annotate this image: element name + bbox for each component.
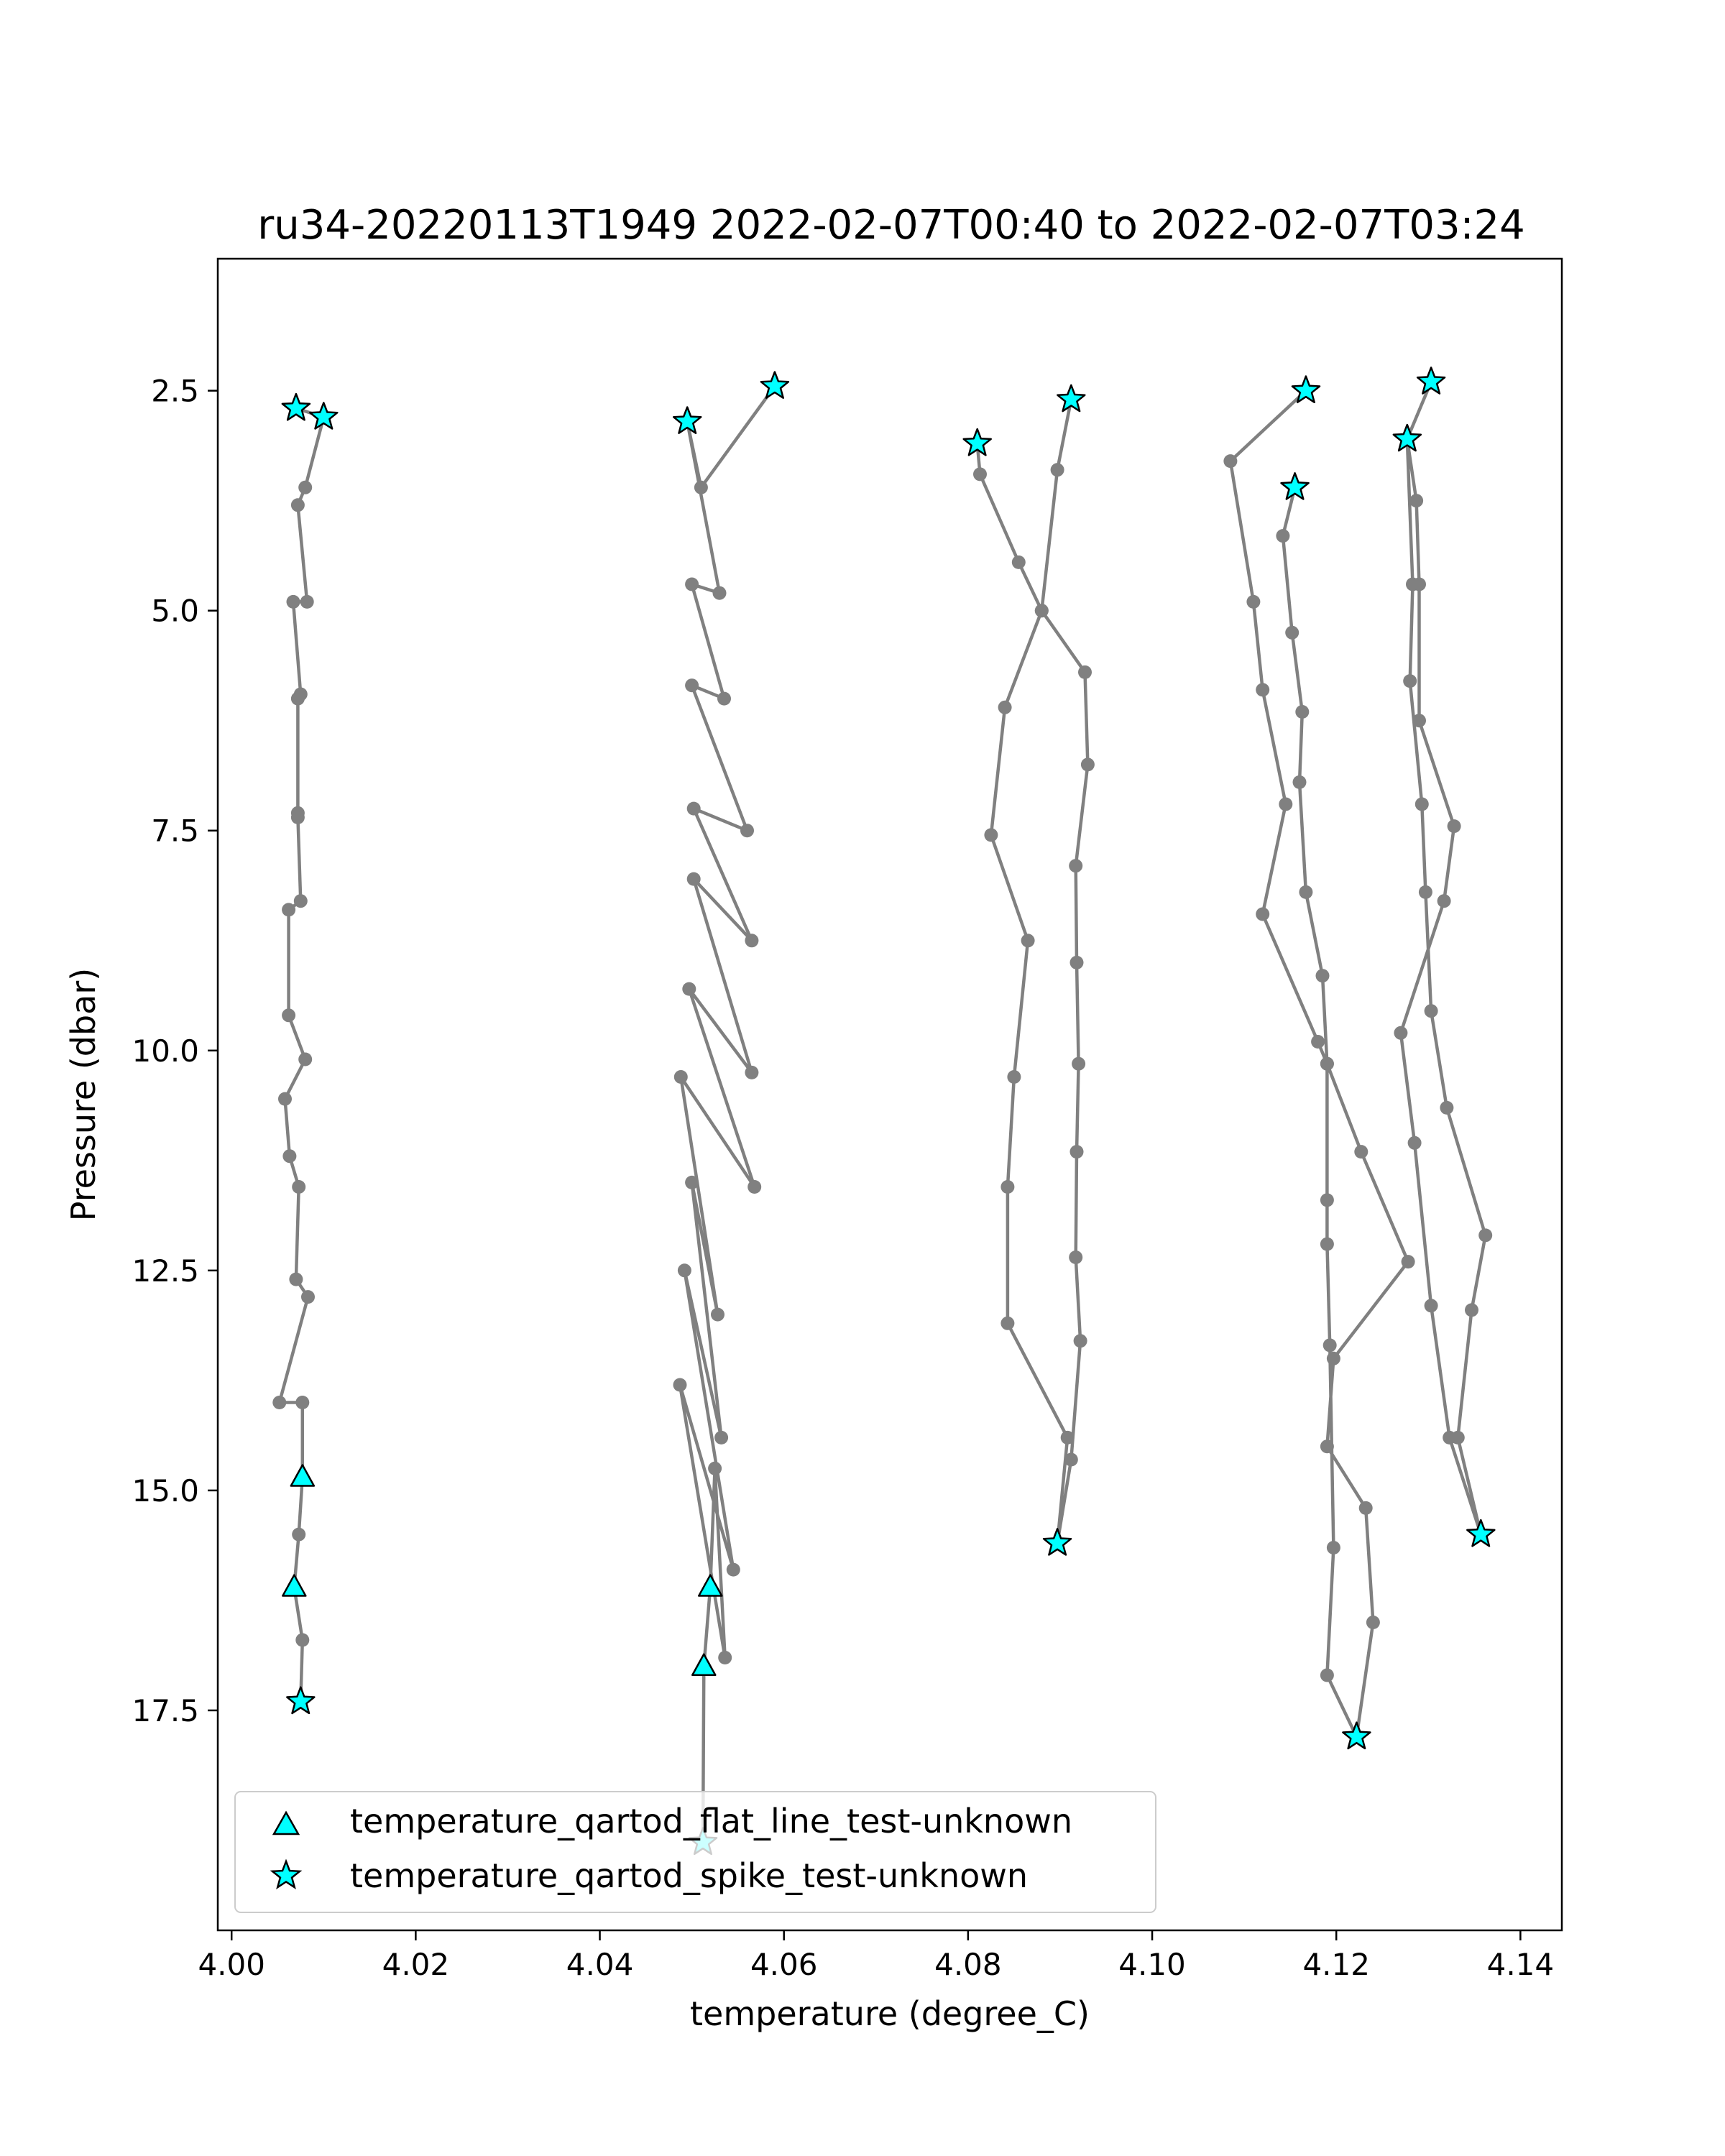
data-point (1320, 1238, 1334, 1251)
data-point (1440, 1101, 1453, 1115)
data-point (1256, 683, 1269, 696)
data-point (1072, 1057, 1085, 1071)
y-tick-label: 5.0 (151, 593, 199, 629)
data-point (678, 1263, 691, 1277)
x-tick-label: 4.02 (382, 1947, 450, 1982)
x-tick-label: 4.06 (750, 1947, 818, 1982)
data-point (711, 1308, 724, 1322)
data-point (1323, 1338, 1337, 1352)
data-point (1081, 757, 1095, 771)
data-point (1394, 1026, 1407, 1040)
data-point (718, 1651, 732, 1664)
data-point (289, 1273, 303, 1286)
data-point (1276, 529, 1289, 543)
data-point (1320, 1669, 1334, 1682)
data-point (1403, 674, 1417, 688)
data-point (685, 578, 699, 591)
data-point (998, 701, 1012, 714)
data-point (708, 1462, 722, 1475)
data-point (1000, 1180, 1014, 1194)
data-point (1311, 1035, 1325, 1049)
data-point (1285, 626, 1299, 640)
data-point (1320, 1193, 1334, 1207)
data-point (282, 1008, 295, 1022)
data-point (295, 1396, 309, 1409)
data-point (1320, 1057, 1334, 1071)
data-point (1007, 1070, 1021, 1084)
data-point (714, 1431, 728, 1445)
data-point (1354, 1145, 1368, 1158)
data-point (1415, 798, 1429, 811)
data-point (1327, 1541, 1340, 1554)
data-point (1412, 714, 1426, 727)
data-point (1425, 1004, 1438, 1018)
y-axis-label: Pressure (dbar) (64, 967, 103, 1222)
data-point (1402, 1255, 1415, 1268)
data-point (1316, 969, 1330, 982)
legend (235, 1792, 1156, 1912)
data-point (298, 481, 312, 494)
data-point (1256, 908, 1269, 921)
x-tick-label: 4.14 (1486, 1947, 1555, 1982)
data-point (301, 1290, 315, 1304)
data-point (291, 498, 305, 512)
data-point (298, 1053, 312, 1067)
data-point (745, 1066, 758, 1079)
data-point (1279, 798, 1292, 811)
x-axis-label: temperature (degree_C) (690, 1994, 1090, 2033)
data-point (1299, 885, 1312, 899)
data-point (727, 1563, 740, 1577)
data-point (1425, 1299, 1438, 1312)
data-point (1419, 885, 1432, 899)
data-point (740, 824, 754, 837)
data-point (1074, 1334, 1087, 1348)
data-point (687, 802, 701, 816)
data-point (1000, 1317, 1014, 1330)
data-point (1064, 1453, 1078, 1467)
data-point (300, 595, 314, 609)
data-point (1409, 494, 1423, 507)
data-point (1412, 578, 1426, 591)
data-point (294, 894, 308, 908)
y-tick-label: 15.0 (132, 1473, 199, 1508)
y-tick-label: 10.0 (132, 1033, 199, 1069)
x-tick-label: 4.10 (1118, 1947, 1186, 1982)
data-point (272, 1396, 286, 1409)
data-point (713, 586, 727, 600)
data-point (1246, 595, 1260, 609)
data-point (1295, 705, 1309, 719)
data-point (1070, 1145, 1084, 1158)
chart-title: ru34-20220113T1949 2022-02-07T00:40 to 2022-02-07T03:24 (257, 202, 1525, 249)
data-point (1478, 1228, 1492, 1242)
data-point (1438, 894, 1451, 908)
y-tick-label: 7.5 (151, 813, 199, 849)
data-point (1448, 819, 1461, 833)
data-point (1051, 463, 1064, 476)
data-point (1069, 1250, 1082, 1264)
data-point (1070, 956, 1084, 969)
data-point (748, 1180, 761, 1194)
data-point (717, 692, 731, 706)
y-tick-label: 2.5 (151, 373, 199, 409)
data-point (1320, 1439, 1334, 1453)
data-point (1359, 1501, 1373, 1515)
data-point (1408, 1136, 1422, 1150)
data-point (292, 1180, 305, 1194)
data-point (1012, 556, 1026, 569)
data-point (278, 1092, 292, 1106)
data-point (291, 811, 305, 824)
data-point (282, 1149, 296, 1163)
data-point (295, 1634, 309, 1647)
data-point (1465, 1303, 1478, 1317)
data-point (282, 903, 295, 916)
data-point (1078, 665, 1092, 679)
data-point (1035, 604, 1049, 617)
data-point (687, 872, 701, 886)
y-tick-label: 17.5 (132, 1692, 199, 1728)
data-point (984, 828, 998, 842)
data-point (745, 934, 758, 947)
data-point (674, 1070, 688, 1084)
data-point (1021, 934, 1035, 947)
legend-label-flat-line: temperature_qartod_flat_line_test-unknown (350, 1802, 1072, 1841)
data-point (1069, 859, 1082, 872)
x-tick-label: 4.12 (1302, 1947, 1370, 1982)
data-point (1293, 775, 1307, 789)
data-point (291, 692, 305, 706)
data-point (682, 982, 696, 996)
x-tick-label: 4.08 (934, 1947, 1002, 1982)
data-point (1223, 454, 1237, 468)
y-tick-label: 12.5 (132, 1253, 199, 1289)
data-point (973, 467, 987, 481)
x-tick-label: 4.04 (566, 1947, 634, 1982)
data-point (685, 1176, 699, 1189)
data-point (1366, 1616, 1380, 1629)
x-tick-label: 4.00 (198, 1947, 265, 1982)
data-point (685, 678, 699, 692)
legend-label-spike: temperature_qartod_spike_test-unknown (350, 1856, 1029, 1895)
data-point (673, 1378, 687, 1392)
data-point (694, 481, 708, 494)
data-point (1443, 1431, 1456, 1445)
data-point (1061, 1431, 1075, 1445)
data-point (292, 1528, 305, 1542)
data-point (287, 595, 300, 609)
data-point (1327, 1352, 1340, 1365)
